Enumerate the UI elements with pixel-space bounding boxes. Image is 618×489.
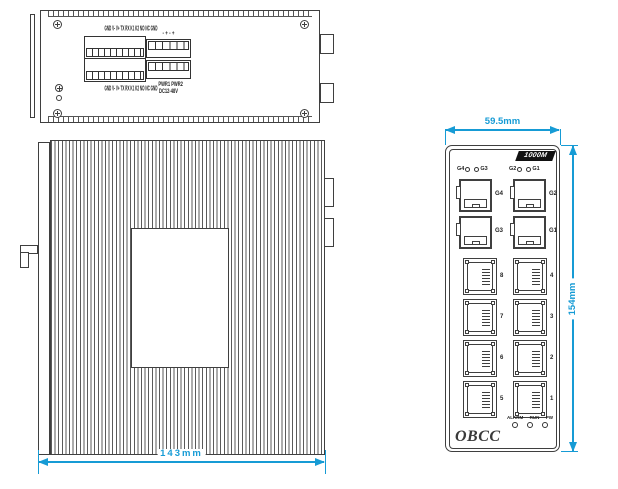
terminal-cells	[148, 41, 189, 50]
speed-badge	[515, 151, 556, 161]
terminal-b-labels-bottom: PWR1 PWR2	[158, 80, 183, 88]
rj45-port-7	[463, 299, 497, 336]
status-led-labels	[507, 415, 553, 420]
rj45-pins	[482, 350, 490, 367]
rj45-nub	[541, 342, 545, 346]
status-led-dots	[507, 422, 553, 428]
run-led-label: RUN	[529, 415, 540, 420]
uplink-led-group-left	[457, 166, 488, 172]
rj45-nub	[515, 289, 519, 293]
led-label-g1: G1	[532, 166, 540, 172]
terminal-row	[85, 37, 145, 59]
mounting-plate-edge	[38, 142, 50, 455]
rj45-pins	[532, 350, 540, 367]
arrowhead-right-icon	[550, 126, 560, 134]
rj45-nub	[515, 371, 519, 375]
sfp-port-label: G3	[495, 228, 504, 234]
led-icon	[526, 167, 531, 172]
fin-profile-top	[48, 11, 312, 17]
led-label-g2: G2	[509, 166, 517, 172]
rj45-port-label: 7	[500, 314, 504, 320]
mounting-tab	[324, 178, 334, 207]
mounting-tab	[320, 34, 334, 54]
rj45-port-label: 2	[550, 355, 554, 361]
rj45-nub	[541, 289, 545, 293]
rj45-port-label: 3	[550, 314, 554, 320]
led-icon	[465, 167, 470, 172]
din-rail-clip	[20, 252, 29, 268]
arrowhead-left-icon	[445, 126, 455, 134]
fin-profile-bottom	[48, 116, 312, 122]
led-icon	[527, 422, 533, 428]
rj45-nub	[465, 330, 469, 334]
rj45-nub	[491, 260, 495, 264]
top-view-body	[40, 10, 320, 123]
rj45-nub	[541, 383, 545, 387]
rj45-nub	[491, 371, 495, 375]
uplink-led-group-right	[509, 166, 540, 172]
rj45-nub	[541, 371, 545, 375]
status-led-block	[507, 415, 553, 428]
rj45-nub	[465, 260, 469, 264]
rj45-nub	[465, 371, 469, 375]
side-view	[20, 138, 360, 483]
pw-led-label: PW	[545, 415, 553, 420]
corner-screw-icon	[300, 20, 309, 29]
front-panel	[445, 145, 560, 452]
led-icon	[474, 167, 479, 172]
mounting-plate	[131, 228, 229, 368]
grounding-screw-icon	[55, 84, 63, 92]
terminal-block-b-upper	[146, 39, 191, 58]
rj45-port-1	[513, 381, 547, 418]
led-label-g3: G3	[480, 166, 488, 172]
mounting-tab	[320, 83, 334, 103]
rj45-port-4	[513, 258, 547, 295]
terminal-block-a	[84, 36, 146, 82]
rj45-nub	[515, 330, 519, 334]
rj45-nub	[541, 260, 545, 264]
rj45-nub	[465, 383, 469, 387]
brand-logo: OBCC	[455, 428, 501, 445]
arrowhead-right-icon	[315, 458, 325, 466]
rj45-nub	[465, 412, 469, 416]
rj45-nub	[515, 260, 519, 264]
led-icon	[512, 422, 518, 428]
rj45-pins	[482, 391, 490, 408]
dimension-line	[446, 129, 559, 131]
terminal-row	[85, 59, 145, 81]
dimension-59-5mm	[445, 116, 560, 137]
dimension-line	[39, 461, 324, 463]
sfp-latch	[510, 223, 515, 236]
terminal-cells	[148, 62, 189, 71]
rj45-pins	[532, 391, 540, 408]
sfp-latch	[510, 186, 515, 199]
rj45-pins	[482, 268, 490, 285]
heatsink-fins	[50, 140, 325, 455]
dimension-label: 59.5mm	[482, 117, 523, 127]
reset-hole-icon	[56, 95, 62, 101]
alarm-led-label: ALARM	[507, 415, 524, 420]
rj45-pins	[532, 309, 540, 326]
sfp-latch	[456, 186, 461, 199]
sfp-notch	[472, 241, 480, 245]
rj45-nub	[515, 383, 519, 387]
sfp-notch	[472, 204, 480, 208]
rj45-port-label: 4	[550, 273, 554, 279]
rj45-nub	[491, 342, 495, 346]
rj45-nub	[491, 301, 495, 305]
corner-screw-icon	[300, 109, 309, 118]
terminal-cells	[86, 71, 144, 80]
led-label-g4: G4	[457, 166, 465, 172]
dimension-label: 143mm	[157, 449, 206, 459]
rj45-port-2	[513, 340, 547, 377]
sfp-port-g3	[459, 216, 492, 249]
rj45-port-8	[463, 258, 497, 295]
din-bracket-edge	[30, 14, 35, 118]
sfp-notch	[526, 204, 534, 208]
corner-screw-icon	[53, 20, 62, 29]
terminal-b-labels-top: - + - +	[162, 29, 175, 37]
terminal-a-labels-bottom: GND V- V+ TX RX K1 K2 NO NC GND	[104, 84, 158, 93]
arrowhead-left-icon	[38, 458, 48, 466]
rj45-port-6	[463, 340, 497, 377]
sfp-latch	[456, 223, 461, 236]
terminal-cells	[86, 48, 144, 57]
mounting-tab	[324, 218, 334, 247]
arrowhead-up-icon	[569, 145, 577, 155]
corner-screw-icon	[53, 109, 62, 118]
rj45-nub	[465, 342, 469, 346]
top-view	[30, 8, 345, 126]
terminal-a-labels-top: GND V- V+ TX RX K1 K2 NO NC GND	[104, 24, 158, 33]
sfp-port-label: G1	[549, 228, 558, 234]
rj45-pins	[482, 309, 490, 326]
dimension-143mm	[38, 448, 325, 469]
terminal-b-caption: DC12-48V	[159, 87, 178, 95]
terminal-block-b-lower	[146, 60, 191, 79]
led-icon	[517, 167, 522, 172]
sfp-notch	[526, 241, 534, 245]
sfp-port-label: G2	[549, 191, 558, 197]
dimension-label: 154mm	[568, 278, 578, 319]
rj45-port-label: 8	[500, 273, 504, 279]
sfp-port-g2	[513, 179, 546, 212]
rj45-pins	[532, 268, 540, 285]
rj45-nub	[515, 301, 519, 305]
rj45-nub	[465, 289, 469, 293]
rj45-port-label: 6	[500, 355, 504, 361]
sfp-port-g1	[513, 216, 546, 249]
arrowhead-down-icon	[569, 442, 577, 452]
speed-badge-label: 1000M	[523, 152, 548, 159]
rj45-nub	[491, 330, 495, 334]
dimension-154mm	[566, 145, 580, 452]
rj45-nub	[515, 342, 519, 346]
rj45-nub	[491, 383, 495, 387]
sfp-port-g4	[459, 179, 492, 212]
rj45-nub	[491, 412, 495, 416]
rj45-port-5	[463, 381, 497, 418]
rj45-nub	[541, 301, 545, 305]
rj45-port-label: 1	[550, 396, 554, 402]
rj45-port-3	[513, 299, 547, 336]
rj45-port-label: 5	[500, 396, 504, 402]
led-icon	[542, 422, 548, 428]
rj45-nub	[491, 289, 495, 293]
sfp-port-label: G4	[495, 191, 504, 197]
front-view	[440, 112, 618, 484]
rj45-nub	[465, 301, 469, 305]
rj45-nub	[541, 330, 545, 334]
